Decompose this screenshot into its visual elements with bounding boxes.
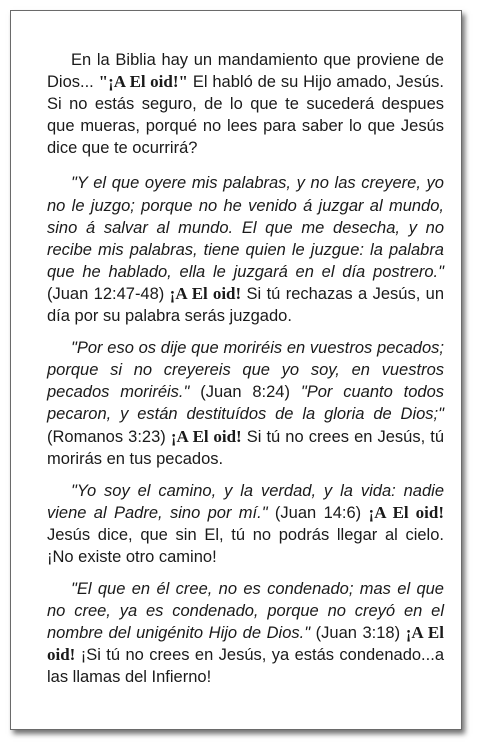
paragraph-intro bbox=[47, 49, 444, 159]
scripture-quote: "Por cuanto todos pecaron, y están destituídos de la gloria de Dios;" bbox=[47, 383, 445, 424]
paragraph-john-3 bbox=[47, 578, 444, 688]
paragraph-john-12 bbox=[47, 172, 444, 327]
commentary-text: ¡Si tú no crees en Jesús, ya estás condenado...a las llamas del Infierno! bbox=[47, 646, 444, 687]
scripture-quote: "Por eso os dije que moriréis en vuestros pecados; porque si no creyereis que yo soy, en vuestros pecados moriréis." bbox=[47, 339, 444, 402]
heed-phrase: ¡A El oid! bbox=[170, 426, 242, 446]
commentary-text: Jesús dice, que sin El, tú no podrás llegar al cielo. ¡No existe otro camino! bbox=[47, 525, 444, 566]
heed-phrase: ¡A El oid! bbox=[47, 623, 444, 665]
scripture-reference: (Juan 12:47-48) bbox=[47, 284, 170, 303]
heed-phrase: "¡A El oid!" bbox=[98, 72, 188, 92]
heed-phrase: ¡A El oid! bbox=[169, 283, 242, 303]
scripture-reference: (Juan 8:24) bbox=[189, 383, 301, 402]
commentary-text: Si tú rechazas a Jesús, un día por su palabra serás juzgado. bbox=[47, 284, 445, 326]
intro-text: En la Biblia hay un mandamiento que proviene de Dios... bbox=[47, 51, 444, 92]
scripture-quote: "El que en él cree, no es condenado; mas el que no cree, ya es condenado, porque no creyó en el nombre del unigénito Hijo de Dios." bbox=[47, 580, 444, 643]
paragraph-john-8 bbox=[47, 337, 444, 470]
tract-text bbox=[47, 49, 444, 699]
commentary-text: Si tú no crees en Jesús, tú morirás en tus pecados. bbox=[47, 427, 445, 468]
scripture-quote: "Yo soy el camino, y la verdad, y la vida: nadie viene al Padre, sino por mí." bbox=[47, 481, 444, 522]
paragraph-john-14 bbox=[47, 480, 444, 568]
intro-text: El habló de su Hijo amado, Jesús. Si no estás seguro, de lo que te sucederá despues que mueras, porqué no lees para saber lo que Jesús dice que te ocurrirá? bbox=[47, 73, 444, 158]
scripture-reference: (Juan 3:18) bbox=[310, 624, 406, 643]
tract-card bbox=[10, 10, 462, 730]
scripture-reference: (Romanos 3:23) bbox=[47, 427, 171, 446]
scripture-quote: "Y el que oyere mis palabras, y no las creyere, yo no le juzgo; porque no he venido á juzgar al mundo, sino á salvar al mundo. El que me desecha, y no recibe mis palabras, tiene quien le juzgue: la palabra que he hablado, ella le juzgará en el día postrero." bbox=[47, 174, 444, 281]
scripture-reference: (Juan 14:6) bbox=[267, 503, 369, 522]
heed-phrase: ¡A El oid! bbox=[368, 502, 444, 522]
